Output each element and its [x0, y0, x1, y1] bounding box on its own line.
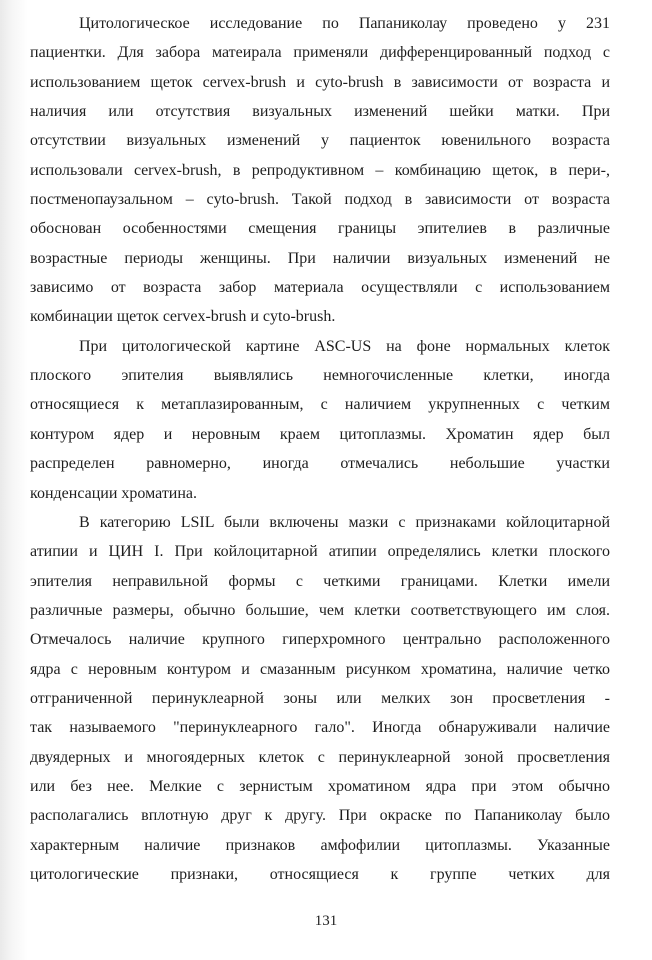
- text-line: обоснован особенностями смещения границы эпителиев в различные: [30, 220, 610, 238]
- text-line: использовали cervex-brush, в репродуктивном – комбинацию щеток, в пери-,: [30, 161, 610, 179]
- text-line: располагались вплотную друг к другу. При окраске по Папаниколау было: [30, 807, 610, 825]
- text-line: зависимо от возраста забор материала осуществляли с использованием: [30, 279, 610, 297]
- page-number: 131: [314, 913, 338, 929]
- text-line: плоского эпителия выявлялись немногочисленные клетки, иногда: [30, 367, 610, 385]
- text-line: распределен равномерно, иногда отмечались небольшие участки: [30, 455, 610, 473]
- text-line: конденсации хроматина.: [30, 484, 198, 502]
- text-line: В категорию LSIL были включены мазки с признаками койлоцитарной: [79, 513, 610, 531]
- text-line: наличия или отсутствия визуальных изменений шейки матки. При: [30, 103, 610, 121]
- text-line: двуядерных и многоядерных клеток с перинуклеарной зоной просветления: [30, 748, 610, 766]
- text-line: контуром ядер и неровным краем цитоплазмы. Хроматин ядер был: [30, 425, 610, 443]
- text-line: различные размеры, обычно большие, чем клетки соответствующего им слоя.: [30, 601, 610, 619]
- text-line: Отмечалось наличие крупного гиперхромного центрально расположенного: [30, 631, 610, 649]
- scan-shadow: [0, 0, 28, 960]
- body-text: [30, 9, 610, 889]
- text-line: использованием щеток cervex-brush и cyto-brush в зависимости от возраста и: [30, 73, 610, 91]
- text-line: цитологические признаки, относящиеся к группе четких для: [30, 865, 610, 883]
- text-line: Цитологическое исследование по Папаниколау проведено у 231: [79, 15, 610, 32]
- text-line: так называемого "перинуклеарного гало". Иногда обнаруживали наличие: [30, 719, 610, 737]
- text-line: эпителия неправильной формы с четкими границами. Клетки имели: [30, 572, 610, 590]
- text-line: или без нее. Мелкие с зернистым хроматином ядра при этом обычно: [30, 777, 610, 795]
- text-line: возрастные периоды женщины. При наличии визуальных изменений не: [30, 249, 610, 267]
- text-line: При цитологической картине ASC-US на фоне нормальных клеток: [79, 337, 610, 355]
- text-line: атипии и ЦИН I. При койлоцитарной атипии определялись клетки плоского: [30, 543, 610, 561]
- paragraph: [30, 508, 610, 889]
- text-line: характерным наличие признаков амфофилии цитоплазмы. Указанные: [30, 836, 610, 854]
- text-line: постменопаузальном – cyto-brush. Такой подход в зависимости от возраста: [30, 191, 610, 209]
- paragraph: [30, 332, 610, 508]
- text-line: пациентки. Для забора матеирала применяли дифференцированный подход с: [30, 44, 610, 62]
- text-line: комбинации щеток cervex-brush и cyto-brush.: [30, 308, 336, 326]
- text-line: отсутствии визуальных изменений у пациенток ювенильного возраста: [30, 132, 610, 150]
- text-line: отграниченной перинуклеарной зоны или мелких зон просветления -: [30, 689, 610, 707]
- text-line: ядра с неровным контуром и смазанным рисунком хроматина, наличие четко: [30, 660, 610, 678]
- text-line: относящиеся к метаплазированным, с наличием укрупненных с четким: [30, 396, 610, 414]
- paragraph: [30, 9, 610, 332]
